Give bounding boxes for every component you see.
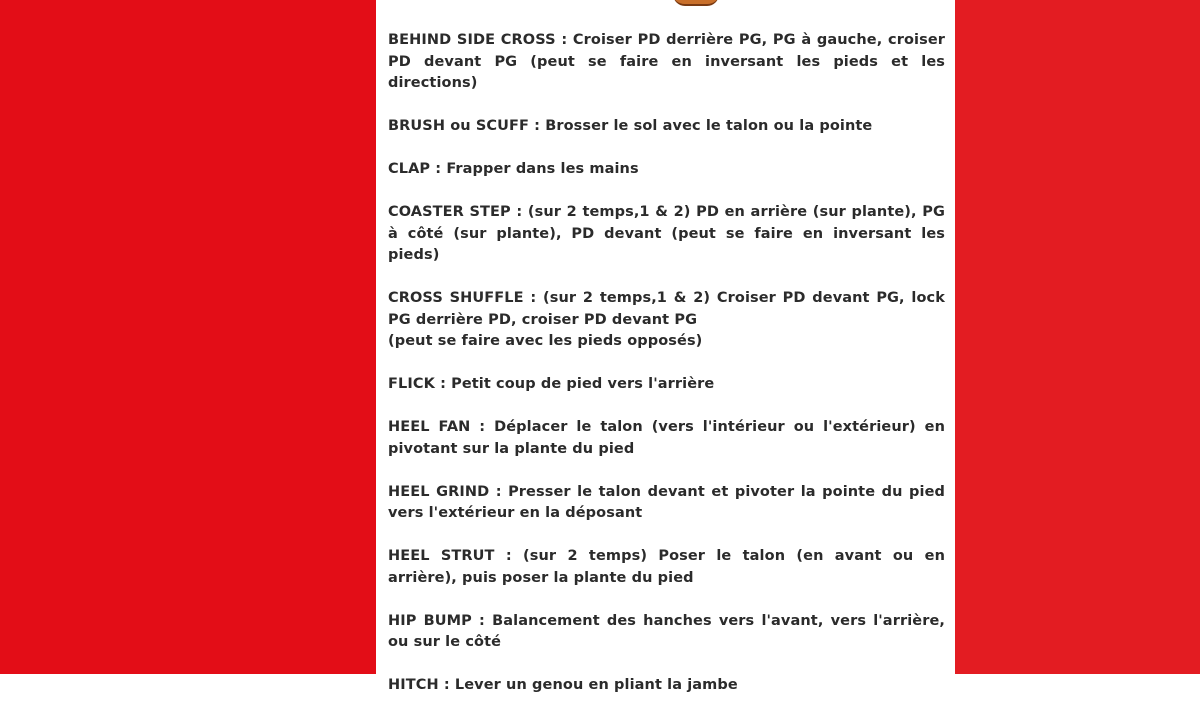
red-background-right bbox=[955, 0, 1200, 674]
entry-text: HEEL FAN : Déplacer le talon (vers l'intérieur ou l'extérieur) en pivotant sur la plante du pied bbox=[388, 419, 945, 457]
glossary-entry-brush-scuff bbox=[388, 116, 945, 138]
entry-text: BEHIND SIDE CROSS : Croiser PD derrière PG, PG à gauche, croiser PD devant PG (peut se faire en inversant les pieds et les directions) bbox=[388, 32, 945, 91]
entry-text: FLICK : Petit coup de pied vers l'arrière bbox=[388, 376, 715, 392]
glossary-entry-hip-bump bbox=[388, 611, 945, 654]
entry-text: BRUSH ou SCUFF : Brosser le sol avec le talon ou la pointe bbox=[388, 118, 873, 134]
entry-text: COASTER STEP : (sur 2 temps,1 & 2) PD en arrière (sur plante), PG à côté (sur plante), PD devant (peut se faire en inversant les pieds) bbox=[388, 204, 945, 263]
entry-text: CLAP : Frapper dans les mains bbox=[388, 161, 639, 177]
glossary-entry-behind-side-cross bbox=[388, 30, 945, 95]
entry-note: (peut se faire avec les pieds opposés) bbox=[388, 333, 703, 349]
entry-text: HEEL STRUT : (sur 2 temps) Poser le talon (en avant ou en arrière), puis poser la plante du pied bbox=[388, 548, 945, 586]
entry-text: HITCH : Lever un genou en pliant la jambe bbox=[388, 677, 738, 693]
entry-text: HEEL GRIND : Presser le talon devant et pivoter la pointe du pied vers l'extérieur en la déposant bbox=[388, 483, 945, 521]
glossary-entry-coaster-step bbox=[388, 202, 945, 267]
glossary-entry-cross-shuffle bbox=[388, 288, 945, 353]
decorative-ornament bbox=[673, 0, 719, 6]
glossary-entry-heel-fan bbox=[388, 417, 945, 460]
glossary-entry-heel-strut bbox=[388, 546, 945, 589]
glossary-page bbox=[376, 0, 955, 693]
dance-step-glossary bbox=[388, 30, 945, 718]
red-background-left bbox=[0, 0, 376, 674]
glossary-entry-clap bbox=[388, 159, 945, 181]
glossary-entry-hitch bbox=[388, 675, 945, 697]
entry-text: CROSS SHUFFLE : (sur 2 temps,1 & 2) Croiser PD devant PG, lock PG derrière PD, croiser PD devant PG bbox=[388, 290, 945, 328]
glossary-entry-flick bbox=[388, 374, 945, 396]
glossary-entry-heel-grind bbox=[388, 482, 945, 525]
entry-text: HIP BUMP : Balancement des hanches vers l'avant, vers l'arrière, ou sur le côté bbox=[388, 612, 945, 650]
